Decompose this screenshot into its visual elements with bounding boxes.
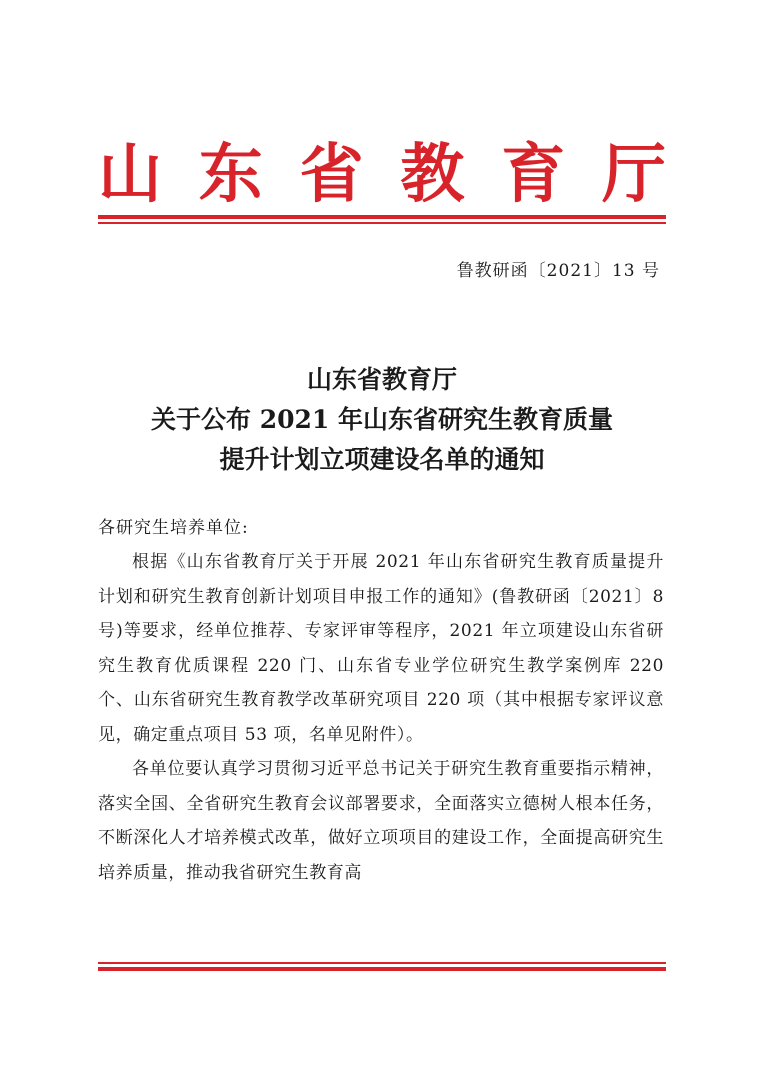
header-divider-thick	[98, 215, 666, 219]
header-char: 山	[98, 137, 162, 212]
recipient-line: 各研究生培养单位:	[98, 518, 249, 538]
title-line-2: 关于公布 2021 年山东省研究生教育质量	[151, 405, 613, 434]
header-char: 教	[400, 137, 465, 212]
header-char: 省	[299, 137, 364, 212]
header-char: 厅	[601, 137, 666, 212]
footer-divider-thick	[98, 967, 666, 971]
issuing-authority-header	[98, 137, 666, 212]
title-line-1: 山东省教育厅	[306, 365, 457, 394]
document-body	[98, 545, 664, 890]
header-char: 东	[198, 137, 263, 212]
document-title	[98, 360, 666, 480]
body-paragraph-1: 根据《山东省教育厅关于开展 2021 年山东省研究生教育质量提升计划和研究生教育创新计划项目申报工作的通知》(鲁教研函〔2021〕8 号)等要求，经单位推荐、专家评审等程序，2021 年立项建设山东省研究生教育优质课程 220 门、山东省专业学位研究生教学案例库 220 个、山东省研究生教育教学改革研究项目 220 项（其中根据专家评议意见，确定重点项目 53 项，名单见附件）。	[98, 552, 664, 745]
header-divider-thin	[98, 222, 666, 224]
document-number: 鲁教研函〔2021〕13 号	[456, 261, 660, 281]
footer-divider-thin	[98, 962, 666, 964]
header-char: 育	[501, 137, 566, 212]
title-line-3: 提升计划立项建设名单的通知	[219, 445, 545, 474]
body-paragraph-2: 各单位要认真学习贯彻习近平总书记关于研究生教育重要指示精神，落实全国、全省研究生教育会议部署要求，全面落实立德树人根本任务，不断深化人才培养模式改革，做好立项项目的建设工作，全面提高研究生培养质量，推动我省研究生教育高	[98, 759, 664, 883]
